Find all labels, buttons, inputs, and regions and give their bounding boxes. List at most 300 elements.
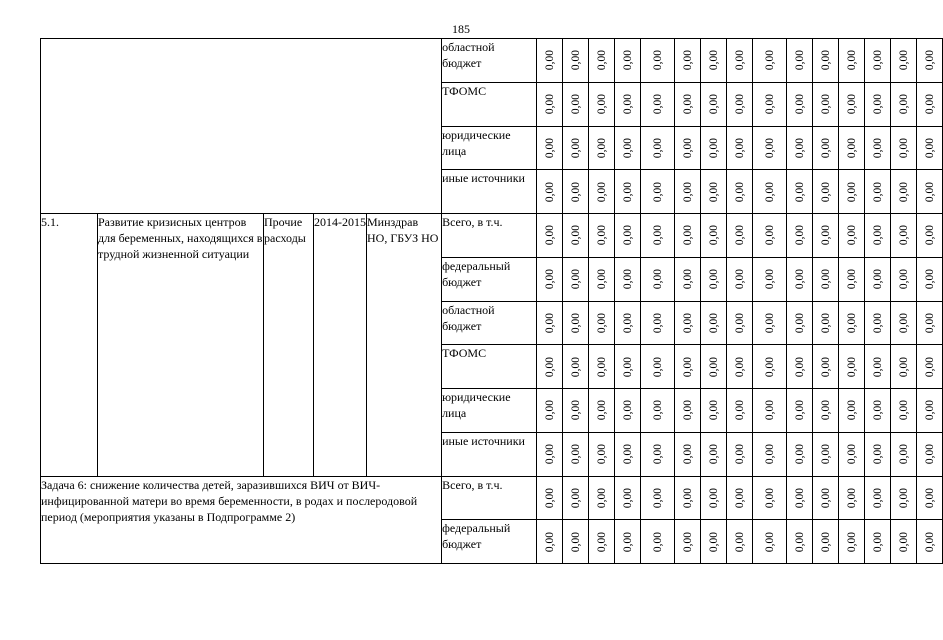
value-cell <box>839 432 865 476</box>
value-cell <box>917 214 943 258</box>
value-cell <box>537 476 563 520</box>
value-cell <box>589 39 615 83</box>
value-text: 0,00 <box>681 225 694 246</box>
value-text: 0,00 <box>569 444 582 465</box>
value-text: 0,00 <box>595 444 608 465</box>
value-text: 0,00 <box>763 181 776 202</box>
value-cell <box>675 432 701 476</box>
value-cell <box>891 301 917 345</box>
value-text: 0,00 <box>845 137 858 158</box>
value-cell <box>891 82 917 126</box>
value-text: 0,00 <box>845 356 858 377</box>
value-cell <box>917 520 943 564</box>
value-text: 0,00 <box>871 400 884 421</box>
value-cell <box>537 82 563 126</box>
value-text: 0,00 <box>819 225 832 246</box>
value-cell <box>917 170 943 214</box>
value-cell <box>563 214 589 258</box>
value-cell <box>917 301 943 345</box>
value-cell <box>839 389 865 433</box>
value-text: 0,00 <box>543 487 556 508</box>
measure-number: 5.1. <box>41 214 98 477</box>
value-text: 0,00 <box>871 181 884 202</box>
value-text: 0,00 <box>595 487 608 508</box>
value-cell <box>537 301 563 345</box>
table-row <box>41 214 943 258</box>
value-text: 0,00 <box>595 225 608 246</box>
value-cell <box>563 432 589 476</box>
value-cell <box>563 520 589 564</box>
value-text: 0,00 <box>733 269 746 290</box>
value-cell <box>675 520 701 564</box>
value-cell <box>563 257 589 301</box>
value-text: 0,00 <box>733 400 746 421</box>
value-text: 0,00 <box>897 312 910 333</box>
value-text: 0,00 <box>651 444 664 465</box>
value-cell <box>641 520 675 564</box>
value-cell <box>615 126 641 170</box>
funding-source: юридические лица <box>442 389 537 433</box>
value-cell <box>787 126 813 170</box>
period: 2014-2015 <box>314 214 367 477</box>
value-cell <box>753 170 787 214</box>
value-cell <box>865 126 891 170</box>
value-text: 0,00 <box>595 94 608 115</box>
value-cell <box>787 476 813 520</box>
value-text: 0,00 <box>621 181 634 202</box>
value-cell <box>641 82 675 126</box>
value-cell <box>813 82 839 126</box>
value-cell <box>641 257 675 301</box>
value-cell <box>641 389 675 433</box>
value-cell <box>589 520 615 564</box>
value-cell <box>701 39 727 83</box>
value-cell <box>537 214 563 258</box>
value-text: 0,00 <box>569 225 582 246</box>
value-cell <box>917 476 943 520</box>
value-text: 0,00 <box>707 312 720 333</box>
value-text: 0,00 <box>595 50 608 71</box>
value-cell <box>563 345 589 389</box>
value-text: 0,00 <box>923 487 936 508</box>
value-cell <box>589 126 615 170</box>
value-text: 0,00 <box>681 531 694 552</box>
value-text: 0,00 <box>793 356 806 377</box>
value-text: 0,00 <box>819 50 832 71</box>
value-cell <box>727 301 753 345</box>
value-text: 0,00 <box>621 356 634 377</box>
value-text: 0,00 <box>897 94 910 115</box>
value-text: 0,00 <box>621 137 634 158</box>
value-text: 0,00 <box>819 531 832 552</box>
value-text: 0,00 <box>793 269 806 290</box>
value-cell <box>701 520 727 564</box>
funding-source: ТФОМС <box>442 345 537 389</box>
value-text: 0,00 <box>651 487 664 508</box>
value-cell <box>537 39 563 83</box>
value-text: 0,00 <box>871 225 884 246</box>
funding-source: юридические лица <box>442 126 537 170</box>
value-text: 0,00 <box>707 269 720 290</box>
value-cell <box>865 257 891 301</box>
executor: Минздрав НО, ГБУЗ НО <box>367 214 442 477</box>
value-cell <box>891 476 917 520</box>
value-cell <box>865 39 891 83</box>
value-text: 0,00 <box>543 94 556 115</box>
funding-source: федеральный бюджет <box>442 257 537 301</box>
value-cell <box>537 432 563 476</box>
value-text: 0,00 <box>543 444 556 465</box>
value-cell <box>615 170 641 214</box>
funding-source: иные источники <box>442 432 537 476</box>
value-text: 0,00 <box>595 312 608 333</box>
value-cell <box>813 520 839 564</box>
value-text: 0,00 <box>621 400 634 421</box>
value-cell <box>641 432 675 476</box>
value-text: 0,00 <box>595 356 608 377</box>
value-cell <box>917 389 943 433</box>
value-cell <box>753 301 787 345</box>
value-cell <box>701 476 727 520</box>
funding-source: ТФОМС <box>442 82 537 126</box>
value-cell <box>839 214 865 258</box>
value-cell <box>753 520 787 564</box>
value-text: 0,00 <box>923 94 936 115</box>
value-cell <box>917 39 943 83</box>
value-text: 0,00 <box>651 137 664 158</box>
value-cell <box>753 389 787 433</box>
value-text: 0,00 <box>845 181 858 202</box>
value-text: 0,00 <box>871 531 884 552</box>
value-text: 0,00 <box>871 487 884 508</box>
value-cell <box>641 39 675 83</box>
value-text: 0,00 <box>569 312 582 333</box>
value-text: 0,00 <box>651 356 664 377</box>
value-text: 0,00 <box>845 487 858 508</box>
value-text: 0,00 <box>793 487 806 508</box>
value-text: 0,00 <box>819 487 832 508</box>
value-cell <box>917 82 943 126</box>
value-text: 0,00 <box>793 50 806 71</box>
value-text: 0,00 <box>681 400 694 421</box>
value-cell <box>727 170 753 214</box>
value-text: 0,00 <box>651 400 664 421</box>
value-cell <box>675 214 701 258</box>
value-cell <box>753 39 787 83</box>
value-cell <box>675 476 701 520</box>
value-cell <box>675 389 701 433</box>
value-text: 0,00 <box>871 137 884 158</box>
value-text: 0,00 <box>651 225 664 246</box>
value-cell <box>787 82 813 126</box>
value-text: 0,00 <box>733 225 746 246</box>
value-text: 0,00 <box>543 400 556 421</box>
value-text: 0,00 <box>845 444 858 465</box>
value-text: 0,00 <box>543 312 556 333</box>
value-cell <box>727 39 753 83</box>
value-text: 0,00 <box>733 50 746 71</box>
value-text: 0,00 <box>707 531 720 552</box>
value-cell <box>675 301 701 345</box>
value-text: 0,00 <box>651 312 664 333</box>
value-cell <box>787 520 813 564</box>
value-cell <box>753 432 787 476</box>
value-text: 0,00 <box>793 312 806 333</box>
value-cell <box>865 214 891 258</box>
value-text: 0,00 <box>763 94 776 115</box>
value-cell <box>787 345 813 389</box>
value-text: 0,00 <box>595 181 608 202</box>
value-text: 0,00 <box>923 269 936 290</box>
value-cell <box>563 389 589 433</box>
value-text: 0,00 <box>845 50 858 71</box>
value-cell <box>865 170 891 214</box>
value-text: 0,00 <box>707 137 720 158</box>
value-text: 0,00 <box>923 181 936 202</box>
value-text: 0,00 <box>763 400 776 421</box>
value-text: 0,00 <box>871 444 884 465</box>
value-cell <box>813 476 839 520</box>
value-cell <box>675 170 701 214</box>
value-cell <box>727 126 753 170</box>
value-text: 0,00 <box>707 225 720 246</box>
value-text: 0,00 <box>543 269 556 290</box>
value-cell <box>537 389 563 433</box>
value-text: 0,00 <box>681 444 694 465</box>
value-cell <box>917 257 943 301</box>
value-text: 0,00 <box>845 531 858 552</box>
value-text: 0,00 <box>819 137 832 158</box>
value-cell <box>865 301 891 345</box>
value-cell <box>589 389 615 433</box>
value-text: 0,00 <box>845 94 858 115</box>
table-row <box>41 39 943 83</box>
value-text: 0,00 <box>681 50 694 71</box>
value-text: 0,00 <box>923 444 936 465</box>
value-cell <box>701 126 727 170</box>
value-text: 0,00 <box>793 444 806 465</box>
value-cell <box>615 301 641 345</box>
value-text: 0,00 <box>707 181 720 202</box>
value-cell <box>701 432 727 476</box>
value-text: 0,00 <box>543 531 556 552</box>
value-cell <box>839 476 865 520</box>
value-cell <box>615 257 641 301</box>
funding-source: областной бюджет <box>442 39 537 83</box>
value-text: 0,00 <box>897 487 910 508</box>
value-cell <box>813 345 839 389</box>
value-cell <box>615 345 641 389</box>
value-cell <box>787 257 813 301</box>
value-text: 0,00 <box>819 269 832 290</box>
value-cell <box>813 257 839 301</box>
value-text: 0,00 <box>763 444 776 465</box>
value-text: 0,00 <box>569 269 582 290</box>
value-cell <box>727 345 753 389</box>
value-text: 0,00 <box>871 50 884 71</box>
value-cell <box>753 257 787 301</box>
value-text: 0,00 <box>763 50 776 71</box>
value-cell <box>727 389 753 433</box>
value-text: 0,00 <box>923 137 936 158</box>
value-text: 0,00 <box>845 225 858 246</box>
value-cell <box>727 476 753 520</box>
value-text: 0,00 <box>681 181 694 202</box>
value-text: 0,00 <box>707 487 720 508</box>
value-text: 0,00 <box>763 356 776 377</box>
value-text: 0,00 <box>621 94 634 115</box>
value-cell <box>537 126 563 170</box>
value-cell <box>787 301 813 345</box>
value-text: 0,00 <box>923 356 936 377</box>
value-text: 0,00 <box>733 444 746 465</box>
value-text: 0,00 <box>819 94 832 115</box>
value-text: 0,00 <box>763 269 776 290</box>
value-cell <box>787 389 813 433</box>
table-row <box>41 476 943 520</box>
value-cell <box>563 301 589 345</box>
value-cell <box>701 345 727 389</box>
value-cell <box>589 257 615 301</box>
value-text: 0,00 <box>621 269 634 290</box>
value-text: 0,00 <box>543 181 556 202</box>
value-cell <box>865 389 891 433</box>
value-cell <box>753 214 787 258</box>
value-cell <box>813 301 839 345</box>
value-text: 0,00 <box>595 137 608 158</box>
value-cell <box>589 345 615 389</box>
value-text: 0,00 <box>897 225 910 246</box>
value-text: 0,00 <box>651 181 664 202</box>
value-text: 0,00 <box>595 531 608 552</box>
funding-source: областной бюджет <box>442 301 537 345</box>
value-text: 0,00 <box>733 181 746 202</box>
value-text: 0,00 <box>763 312 776 333</box>
value-cell <box>813 432 839 476</box>
value-text: 0,00 <box>871 356 884 377</box>
value-text: 0,00 <box>621 50 634 71</box>
value-text: 0,00 <box>707 356 720 377</box>
value-cell <box>563 170 589 214</box>
value-cell <box>865 432 891 476</box>
budget-table <box>40 38 943 564</box>
value-text: 0,00 <box>733 487 746 508</box>
value-cell <box>865 476 891 520</box>
value-text: 0,00 <box>819 356 832 377</box>
value-cell <box>563 39 589 83</box>
value-cell <box>727 257 753 301</box>
cost-type: Прочие расходы <box>264 214 314 477</box>
value-text: 0,00 <box>569 137 582 158</box>
value-cell <box>537 345 563 389</box>
value-cell <box>563 126 589 170</box>
value-cell <box>641 301 675 345</box>
value-text: 0,00 <box>651 50 664 71</box>
value-cell <box>813 389 839 433</box>
value-text: 0,00 <box>897 50 910 71</box>
value-cell <box>865 520 891 564</box>
value-text: 0,00 <box>819 444 832 465</box>
value-cell <box>615 432 641 476</box>
value-text: 0,00 <box>793 181 806 202</box>
value-text: 0,00 <box>763 137 776 158</box>
value-text: 0,00 <box>543 356 556 377</box>
value-cell <box>839 520 865 564</box>
value-cell <box>589 476 615 520</box>
value-cell <box>563 82 589 126</box>
value-cell <box>839 170 865 214</box>
value-cell <box>727 520 753 564</box>
value-text: 0,00 <box>923 400 936 421</box>
value-text: 0,00 <box>793 400 806 421</box>
value-text: 0,00 <box>707 444 720 465</box>
value-cell <box>813 126 839 170</box>
value-text: 0,00 <box>621 225 634 246</box>
value-cell <box>589 432 615 476</box>
value-cell <box>787 214 813 258</box>
value-text: 0,00 <box>621 531 634 552</box>
value-cell <box>753 126 787 170</box>
funding-source: Всего, в т.ч. <box>442 476 537 520</box>
value-cell <box>787 39 813 83</box>
value-cell <box>675 257 701 301</box>
value-text: 0,00 <box>569 50 582 71</box>
value-text: 0,00 <box>569 356 582 377</box>
value-text: 0,00 <box>681 312 694 333</box>
value-text: 0,00 <box>733 356 746 377</box>
value-text: 0,00 <box>621 487 634 508</box>
value-text: 0,00 <box>681 269 694 290</box>
value-text: 0,00 <box>923 50 936 71</box>
value-cell <box>753 82 787 126</box>
value-cell <box>701 170 727 214</box>
value-text: 0,00 <box>621 444 634 465</box>
value-cell <box>641 345 675 389</box>
value-text: 0,00 <box>681 94 694 115</box>
value-cell <box>839 126 865 170</box>
value-cell <box>675 82 701 126</box>
value-cell <box>753 345 787 389</box>
value-cell <box>839 345 865 389</box>
value-text: 0,00 <box>763 487 776 508</box>
value-text: 0,00 <box>763 531 776 552</box>
value-cell <box>589 170 615 214</box>
value-text: 0,00 <box>595 400 608 421</box>
value-cell <box>641 126 675 170</box>
value-cell <box>701 82 727 126</box>
value-text: 0,00 <box>845 400 858 421</box>
value-text: 0,00 <box>651 531 664 552</box>
value-cell <box>891 257 917 301</box>
value-cell <box>675 126 701 170</box>
value-text: 0,00 <box>733 137 746 158</box>
value-cell <box>891 126 917 170</box>
value-cell <box>891 214 917 258</box>
value-cell <box>839 82 865 126</box>
value-text: 0,00 <box>651 94 664 115</box>
value-cell <box>891 345 917 389</box>
value-text: 0,00 <box>681 356 694 377</box>
value-text: 0,00 <box>871 312 884 333</box>
value-cell <box>891 520 917 564</box>
value-text: 0,00 <box>897 531 910 552</box>
value-cell <box>891 432 917 476</box>
value-cell <box>615 82 641 126</box>
funding-source: федеральный бюджет <box>442 520 537 564</box>
value-cell <box>813 170 839 214</box>
value-text: 0,00 <box>923 531 936 552</box>
task-title: Задача 6: снижение количества детей, заразившихся ВИЧ от ВИЧ-инфицированной матери во время беременности, в родах и послеродовой период (мероприятия указаны в Подпрограмме 2) <box>41 476 442 564</box>
